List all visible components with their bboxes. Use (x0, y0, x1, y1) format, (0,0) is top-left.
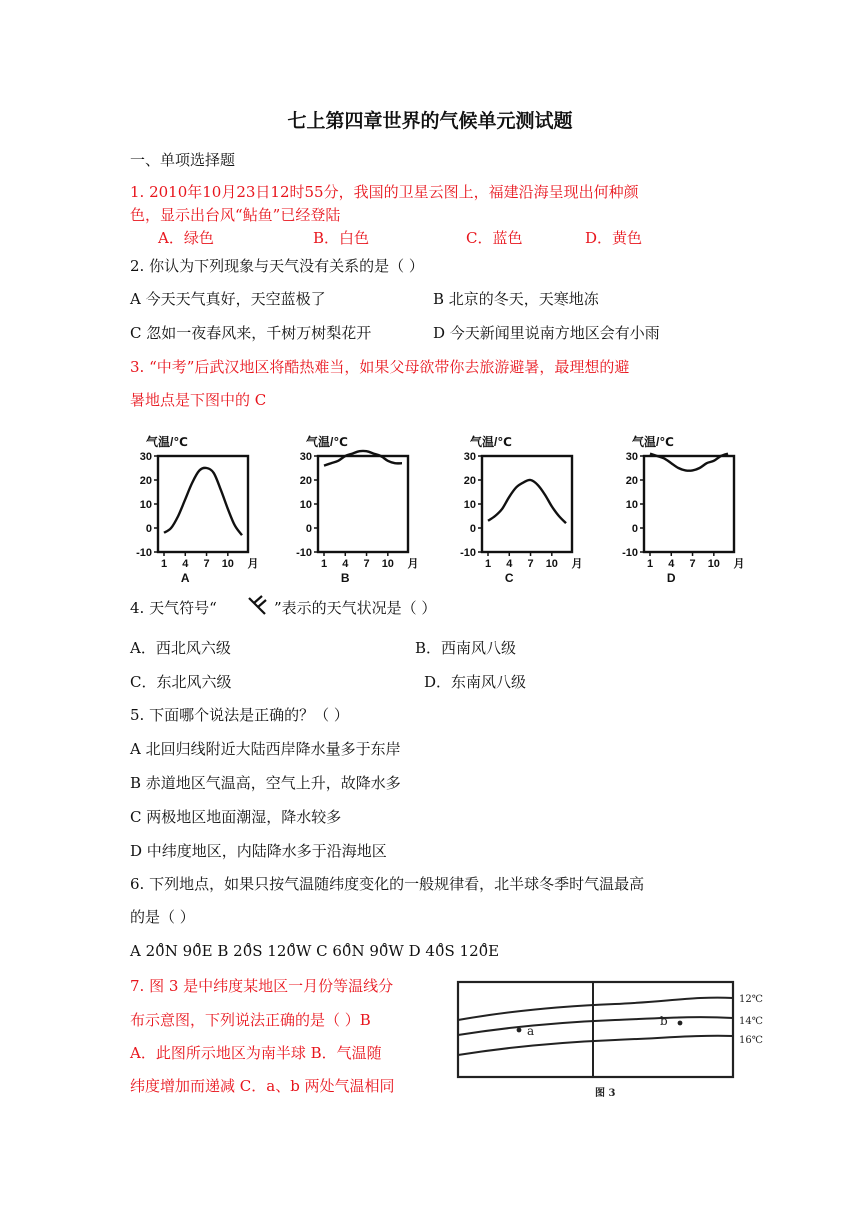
y-tick-label: 20 (625, 475, 638, 487)
q3-stem-line2: 暑地点是下图中的 C (130, 391, 267, 409)
q7-options-line1: A．此图所示地区为南半球 B．气温随 (130, 1044, 382, 1062)
x-tick-label: 10 (707, 558, 720, 570)
chart-panel-label: C (504, 571, 514, 585)
section-heading: 一、单项选择题 (130, 151, 236, 169)
q1-option-b: B．白色 (313, 229, 370, 247)
chart-frame (318, 456, 408, 552)
x-tick-label: 7 (689, 558, 696, 570)
q5-option-a: A 北回归线附近大陆西岸降水量多于东岸 (130, 740, 401, 758)
x-unit-label: 月 (407, 558, 419, 570)
climate-chart-d (614, 428, 754, 592)
x-tick-label: 4 (668, 558, 675, 570)
q2-option-b: B 北京的冬天，天寒地冻 (433, 290, 599, 308)
chart-ylabel: 气温/℃ (306, 435, 348, 449)
y-tick-label: 0 (145, 523, 152, 535)
q1-stem-line2: 色，显示出台风“鲇鱼”已经登陆 (130, 206, 341, 224)
isotherm-label-12: 12℃ (739, 994, 763, 1005)
y-tick-label: -10 (136, 547, 152, 559)
q4-option-d: D．东南风八级 (424, 673, 527, 691)
x-tick-label: 1 (160, 558, 168, 570)
q1-option-d: D．黄色 (585, 229, 643, 247)
temperature-curve (488, 480, 566, 523)
x-tick-label: 10 (381, 558, 394, 570)
q4-option-c: C．东北风六级 (130, 673, 232, 691)
q5-option-c: C 两极地区地面潮湿，降水较多 (130, 808, 342, 826)
isotherm-figure (455, 980, 785, 1102)
q4-option-a: A．西北风六级 (130, 639, 231, 657)
y-tick-label: 10 (299, 499, 312, 511)
x-tick-label: 1 (484, 558, 492, 570)
y-tick-label: 30 (463, 451, 476, 463)
y-tick-label: 10 (139, 499, 152, 511)
q2-option-c: C 忽如一夜春风来，千树万树梨花开 (130, 324, 372, 342)
climate-chart-b (288, 428, 428, 592)
chart-panel-label: A (180, 571, 190, 585)
page-title: 七上第四章世界的气候单元测试题 (287, 110, 573, 132)
x-unit-label: 月 (571, 558, 583, 570)
q7-options-line2: 纬度增加而递减 C．a、b 两处气温相同 (130, 1077, 395, 1095)
q7-stem-line1: 7. 图 3 是中纬度某地区一月份等温线分 (130, 977, 394, 995)
x-tick-label: 7 (363, 558, 370, 570)
chart-frame (482, 456, 572, 552)
point-b-label: b (660, 1014, 668, 1028)
y-tick-label: 30 (299, 451, 312, 463)
q7-stem-line2: 布示意图，下列说法正确的是（ ）B (130, 1011, 371, 1029)
y-tick-label: 20 (463, 475, 476, 487)
x-tick-label: 4 (182, 558, 189, 570)
x-tick-label: 10 (545, 558, 558, 570)
x-tick-label: 4 (506, 558, 513, 570)
chart-panel-label: B (340, 571, 350, 585)
climate-chart-d-svg (614, 428, 754, 588)
point-a-label: a (527, 1024, 535, 1038)
y-tick-label: 10 (625, 499, 638, 511)
q1-option-c: C．蓝色 (466, 229, 523, 247)
point-b-dot (678, 1021, 683, 1026)
q1-stem-line1: 1. 2010年10月23日12时55分，我国的卫星云图上，福建沿海呈现出何种颜 (130, 183, 639, 201)
climate-chart-c-svg (452, 428, 592, 588)
q2-stem: 2. 你认为下列现象与天气没有关系的是（ ） (130, 257, 424, 275)
climate-chart-a-svg (128, 428, 268, 588)
chart-ylabel: 气温/℃ (632, 435, 674, 449)
x-tick-label: 1 (320, 558, 328, 570)
climate-chart-a (128, 428, 268, 592)
y-tick-label: 10 (463, 499, 476, 511)
isotherm-figure-svg (455, 980, 785, 1102)
y-tick-label: 0 (305, 523, 312, 535)
chart-ylabel: 气温/℃ (146, 435, 188, 449)
x-tick-label: 10 (221, 558, 234, 570)
y-tick-label: 20 (299, 475, 312, 487)
figure-caption: 图 3 (595, 1088, 616, 1099)
chart-panel-label: D (666, 571, 676, 585)
temperature-curve (164, 468, 242, 535)
q5-option-b: B 赤道地区气温高，空气上升，故降水多 (130, 774, 401, 792)
q2-option-a: A 今天天气真好，天空蓝极了 (130, 290, 326, 308)
q5-option-d: D 中纬度地区，内陆降水多于沿海地区 (130, 842, 387, 860)
q4-option-b: B．西南风八级 (415, 639, 517, 657)
y-tick-label: -10 (622, 547, 638, 559)
q4-stem-before: 4. 天气符号“ (130, 599, 217, 617)
q4-stem-after: ”表示的天气状况是（ ） (274, 599, 437, 617)
y-tick-label: 20 (139, 475, 152, 487)
isotherm-label-14: 14℃ (739, 1016, 763, 1027)
q6-stem-line2: 的是（ ） (130, 908, 195, 926)
chart-ylabel: 气温/℃ (470, 435, 512, 449)
x-tick-label: 7 (527, 558, 534, 570)
isotherm-14 (458, 1017, 733, 1035)
q2-option-d: D 今天新闻里说南方地区会有小雨 (433, 324, 660, 342)
y-tick-label: 30 (625, 451, 638, 463)
temperature-curve (324, 451, 402, 466)
x-tick-label: 1 (646, 558, 654, 570)
y-tick-label: 0 (631, 523, 638, 535)
y-tick-label: 30 (139, 451, 152, 463)
q5-stem: 5. 下面哪个说法是正确的？（ ） (130, 706, 349, 724)
isotherm-16 (458, 1036, 733, 1055)
q6-stem-line1: 6. 下列地点，如果只按气温随纬度变化的一般规律看，北半球冬季时气温最高 (130, 875, 645, 893)
q3-stem-line1: 3. “中考”后武汉地区将酷热难当，如果父母欲带你去旅游避暑，最理想的避 (130, 358, 630, 376)
y-tick-label: -10 (296, 547, 312, 559)
x-unit-label: 月 (247, 558, 259, 570)
q6-options: A 20̊N 90̊E B 20̊S 120̊W C 60̊N 90̊W D 40̊S 120̊E (130, 942, 500, 960)
climate-chart-c (452, 428, 592, 592)
climate-chart-b-svg (288, 428, 428, 588)
x-unit-label: 月 (733, 558, 745, 570)
y-tick-label: -10 (460, 547, 476, 559)
wind-barb-icon (246, 594, 268, 618)
chart-frame (158, 456, 248, 552)
y-tick-label: 0 (469, 523, 476, 535)
x-tick-label: 7 (203, 558, 210, 570)
isotherm-label-16: 16℃ (739, 1035, 763, 1046)
q1-option-a: A．绿色 (158, 229, 214, 247)
point-a-dot (517, 1028, 522, 1033)
x-tick-label: 4 (342, 558, 349, 570)
